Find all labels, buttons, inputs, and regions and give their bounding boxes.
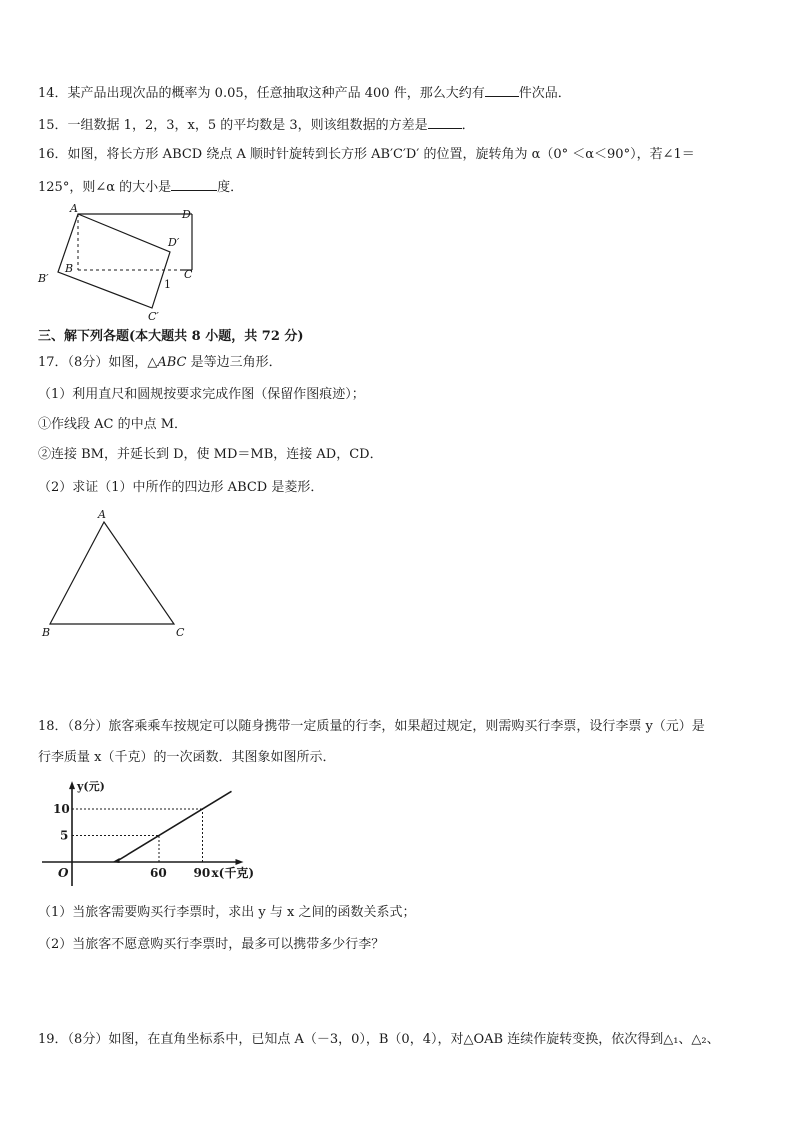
label-A: A: [98, 508, 106, 521]
question-16-line-2: [38, 176, 243, 197]
x-tick-label-90: 90: [193, 866, 211, 880]
label-D-prime: D′: [168, 236, 180, 249]
question-15: [38, 114, 475, 135]
question-19-line-1: 19．（8分）如图，在直角坐标系中，已知点 A（－3，0），B（0，4），对△OAB 连续作旋转变换，依次得到△₁、△₂、: [38, 1032, 720, 1047]
label-C: C: [176, 626, 185, 639]
y-tick-label-10: 10: [53, 802, 70, 816]
question-17-line-1: [38, 354, 282, 372]
rectangle-rotation-figure: [30, 200, 210, 323]
question-17-part-2: （2）求证（1）中所作的四边形 ABCD 是菱形．: [38, 480, 324, 495]
label-C: C: [184, 268, 193, 281]
question-18-part-1: （1）当旅客需要购买行李票时，求出 y 与 x 之间的函数关系式；: [38, 905, 416, 920]
x-tick-label-60: 60: [150, 866, 167, 880]
y-axis-arrow: [69, 781, 75, 789]
q15-text-end: ．: [461, 118, 475, 133]
question-14: [38, 82, 571, 103]
q14-blank: [485, 82, 519, 97]
q16-text: 125°，则∠α 的大小是: [38, 180, 172, 195]
y-tick-label-5: 5: [60, 828, 69, 843]
series-line: [116, 791, 232, 862]
label-B: B: [65, 262, 74, 275]
section-3-heading: 三、解下列各题(本大题共 8 小题，共 72 分): [38, 329, 304, 344]
question-17-step-1: ①作线段 AC 的中点 M．: [38, 417, 188, 432]
origin-label: O: [58, 866, 69, 880]
equilateral-triangle-figure: [34, 508, 204, 643]
question-18-part-2: （2）当旅客不愿意购买行李票时，最多可以携带多少行李？: [38, 937, 385, 952]
q17-intro-end: 是等边三角形．: [186, 355, 282, 370]
x-axis-arrow: [236, 859, 244, 865]
q14-text-end: 件次品．: [518, 86, 571, 101]
q15-blank: [428, 114, 462, 129]
q15-text: 15．一组数据 1，2，3，x，5 的平均数是 3，则该组数据的方差是: [38, 118, 428, 133]
label-C-prime: C′: [148, 310, 159, 323]
label-B-prime: B′: [38, 272, 49, 285]
question-16-line-1: 16．如图，将长方形 ABCD 绕点 A 顺时针旋转到长方形 AB′C′D′ 的位置，旋转角为 α（0° ＜α＜90°），若∠1＝: [38, 147, 695, 162]
label-B: B: [42, 626, 51, 639]
x-axis-label: x(千克): [211, 866, 255, 880]
question-18-line-2: 行李质量 x（千克）的一次函数．其图象如图所示．: [38, 750, 336, 765]
question-17-step-2: ②连接 BM，并延长到 D，使 MD＝MB，连接 AD，CD．: [38, 447, 383, 462]
question-18-line-1: 18．（8分）旅客乘乘车按规定可以随身携带一定质量的行李，如果超过规定，则需购买行李票，设行李票 y（元）是: [38, 719, 705, 734]
rotated-rectangle: [58, 214, 170, 308]
triangle-ABC: [50, 522, 174, 624]
q16-blank: [171, 176, 217, 191]
label-angle-1: 1: [164, 278, 171, 291]
label-D: D: [182, 208, 191, 221]
q17-triangle: △ABC: [147, 355, 187, 370]
q17-intro: 17．（8分）如图，: [38, 355, 148, 370]
question-17-part-1: （1）利用直尺和圆规按要求完成作图（保留作图痕迹）；: [38, 387, 365, 402]
luggage-fee-chart: [38, 780, 255, 892]
q14-text: 14．某产品出现次品的概率为 0.05，任意抽取这种产品 400 件，那么大约有: [38, 86, 485, 101]
q16-text-end: 度．: [217, 180, 244, 195]
y-axis-label: y(元): [77, 780, 105, 793]
label-A: A: [70, 202, 78, 215]
